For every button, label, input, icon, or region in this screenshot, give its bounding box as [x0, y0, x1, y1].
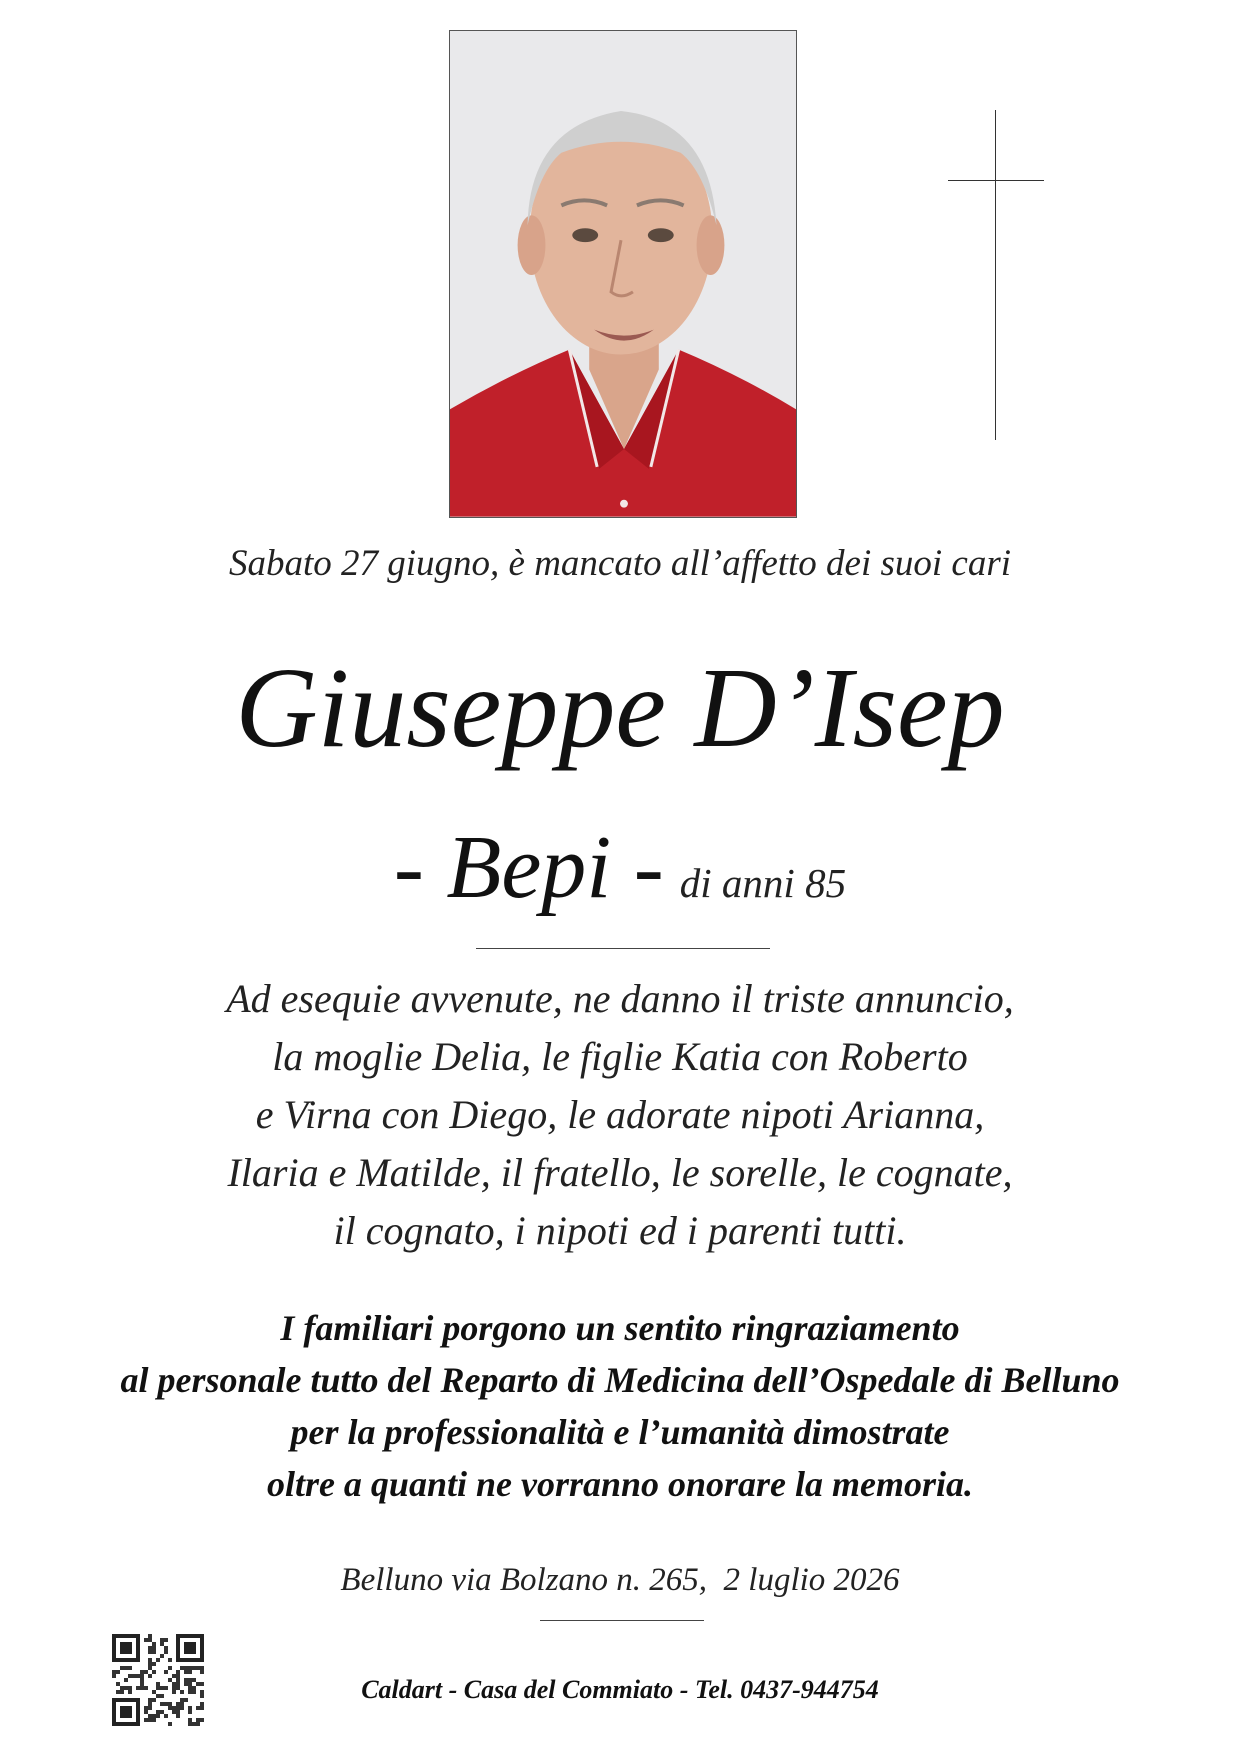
place-date: Belluno via Bolzano n. 265, 2 luglio 2026 [340, 1562, 900, 1598]
announcement-line: e Virna con Diego, le adorate nipoti Arianna, [255, 1092, 985, 1137]
cross-icon-horizontal [948, 180, 1044, 181]
age: di anni 85 [679, 860, 847, 906]
thanks-line: oltre a quanti ne vorranno onorare la memoria. [266, 1464, 974, 1504]
cross-icon-vertical [995, 110, 996, 440]
announcement-line: Ilaria e Matilde, il fratello, le sorelle, le cognate, [227, 1150, 1013, 1195]
deceased-photo [449, 30, 797, 518]
funeral-home-footer: Caldart - Casa del Commiato - Tel. 0437-944754 [361, 1675, 879, 1704]
intro-text: Sabato 27 giugno, è mancato all’affetto dei suoi cari [228, 543, 1012, 584]
thanks-line: I familiari porgono un sentito ringraziamento [280, 1308, 960, 1348]
announcement-line: Ad esequie avvenute, ne danno il triste annuncio, [226, 976, 1014, 1021]
portrait-illustration [450, 31, 796, 517]
thanks-line: per la professionalità e l’umanità dimostrate [290, 1412, 950, 1452]
nickname-row [0, 820, 1240, 916]
divider [540, 1620, 704, 1621]
divider [476, 948, 770, 949]
announcement-line: il cognato, i nipoti ed i parenti tutti. [333, 1208, 907, 1253]
announcement-line: la moglie Delia, le figlie Katia con Roberto [272, 1034, 968, 1079]
deceased-name: Giuseppe D’Isep [235, 644, 1005, 771]
nickname: - Bepi - [393, 818, 664, 917]
thanks-line: al personale tutto del Reparto di Medicina dell’Ospedale di Belluno [120, 1360, 1120, 1400]
